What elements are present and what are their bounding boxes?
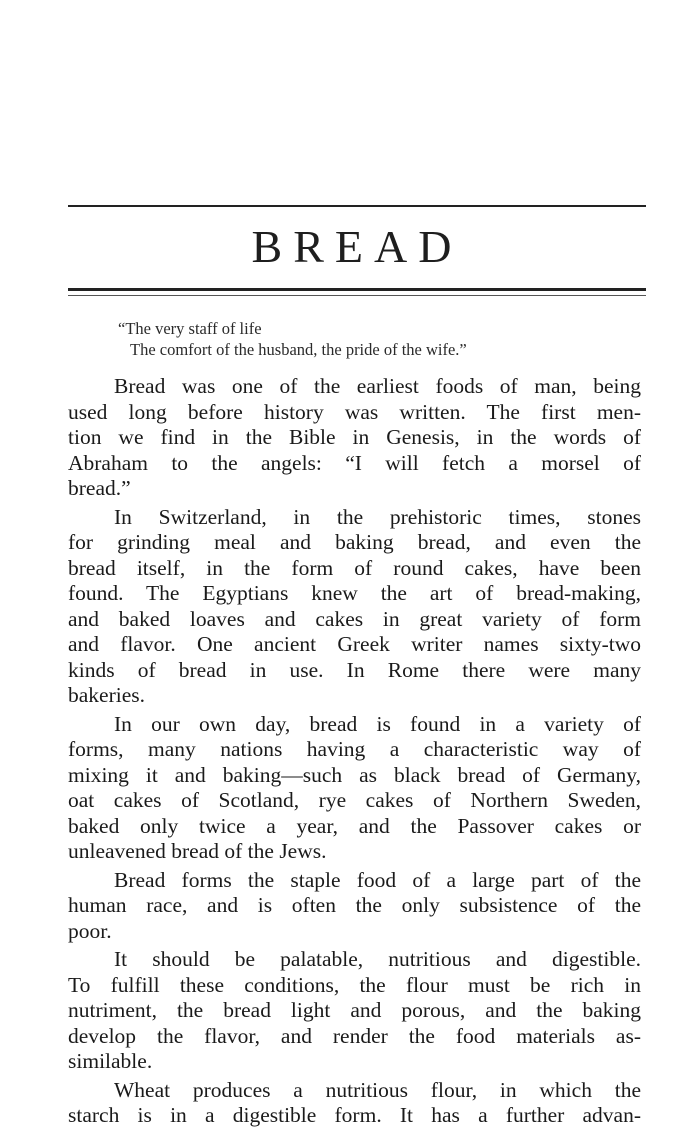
text-line: tion we find in the Bible in Genesis, in the words of <box>68 425 641 449</box>
text-line: Bread forms the staple food of a large part of the <box>114 867 641 892</box>
paragraph <box>68 947 641 1075</box>
text-line: Bread was one of the earliest foods of man, being <box>114 374 641 398</box>
paragraph <box>68 868 641 945</box>
text-line: Abraham to the angels: “I will fetch a morsel of <box>68 450 641 475</box>
text-line: and flavor. One ancient Greek writer names sixty-two <box>68 632 641 656</box>
epigraph <box>118 318 658 360</box>
text-line: nutriment, the bread light and porous, and the baking <box>68 998 641 1022</box>
text-line: bread itself, in the form of round cakes, have been <box>68 555 641 580</box>
text-line: To fulfill these conditions, the flour must be rich in <box>68 972 641 997</box>
page-title: BREAD <box>251 221 463 272</box>
paragraph <box>68 374 641 502</box>
text-line: and baked loaves and cakes in great variety of form <box>68 606 641 631</box>
paragraph <box>68 1078 641 1129</box>
text-line: It should be palatable, nutritious and digestible. <box>114 947 641 971</box>
text-line: for grinding meal and baking bread, and even the <box>68 530 641 554</box>
text-line: human race, and is often the only subsistence of the <box>68 893 641 917</box>
text-line: bakeries. <box>68 683 146 707</box>
paragraph <box>68 505 641 709</box>
text-line: starch is in a digestible form. It has a further advan- <box>68 1103 641 1127</box>
text-line: bread.” <box>68 476 131 500</box>
text-line: unleavened bread of the Jews. <box>68 839 327 863</box>
paragraph <box>68 712 641 865</box>
text-line: found. The Egyptians knew the art of bread-making, <box>68 581 641 605</box>
text-line: Wheat produces a nutritious flour, in which the <box>114 1077 641 1102</box>
body-text <box>68 374 641 1129</box>
text-line: mixing it and baking—such as black bread of Germany, <box>68 762 641 787</box>
text-line: In our own day, bread is found in a variety of <box>114 711 641 736</box>
text-line: oat cakes of Scotland, rye cakes of Northern Sweden, <box>68 788 641 812</box>
top-rule <box>68 205 646 207</box>
title-underline-thick <box>68 288 646 291</box>
text-line: kinds of bread in use. In Rome there were many <box>68 657 641 682</box>
title-underline-thin <box>68 295 646 296</box>
text-line: forms, many nations having a characteristic way of <box>68 737 641 761</box>
text-line: baked only twice a year, and the Passover cakes or <box>68 813 641 838</box>
text-line: develop the flavor, and render the food materials as- <box>68 1023 641 1048</box>
text-line: used long before history was written. The first men- <box>68 399 641 424</box>
text-line: similable. <box>68 1049 153 1073</box>
text-line: poor. <box>68 918 112 943</box>
epigraph-line: “The very staff of life <box>118 319 262 338</box>
text-line: In Switzerland, in the prehistoric times, stones <box>114 504 641 529</box>
epigraph-line: The comfort of the husband, the pride of the wife.” <box>130 340 467 359</box>
